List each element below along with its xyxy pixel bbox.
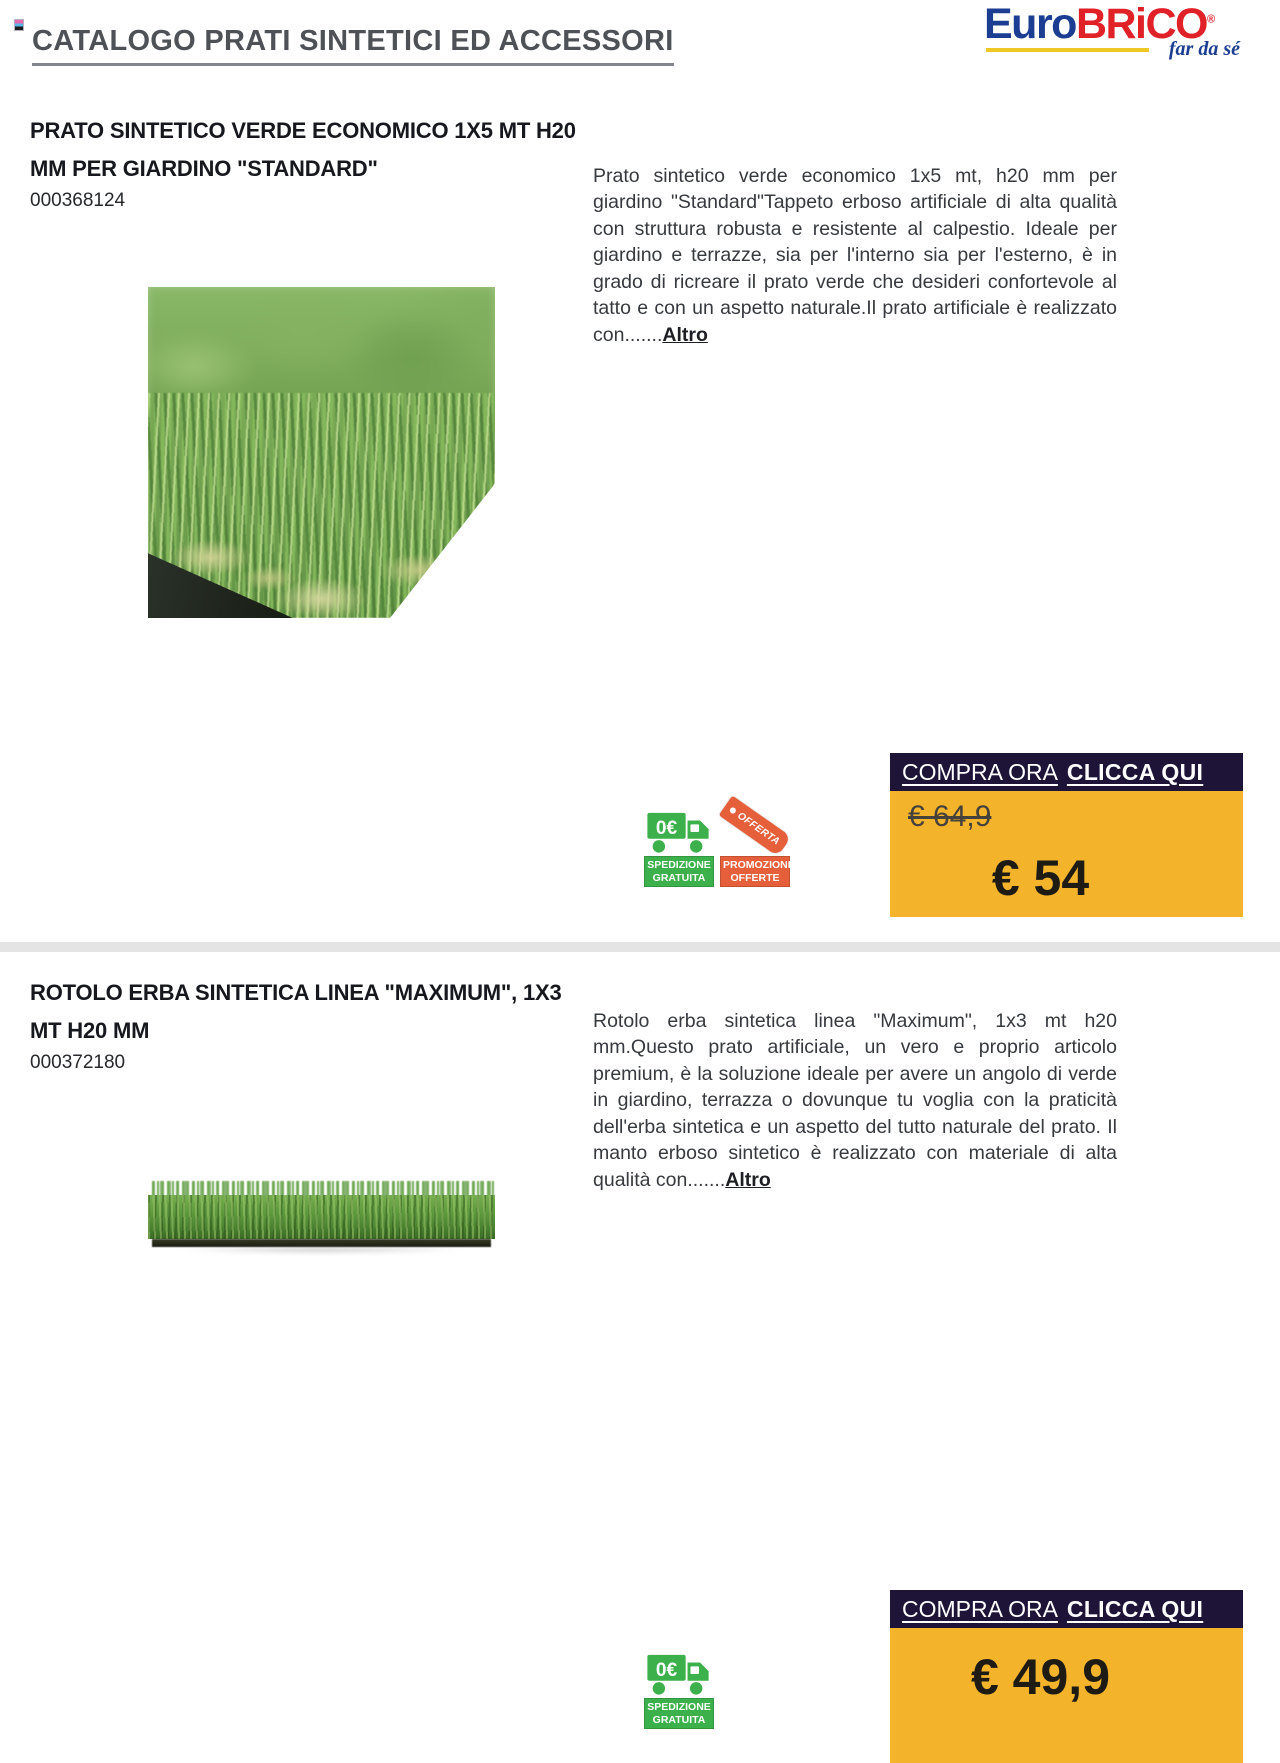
truck-icon-label: 0€ [655,817,678,839]
buy-box [890,1590,1243,1763]
badge-line: SPEDIZIONE [647,1701,711,1713]
broken-image-icon [14,19,24,31]
buy-now-button[interactable] [890,1590,1243,1628]
old-price: € 64,9 [908,800,992,833]
free-shipping-badge [644,1698,714,1729]
badge-line: GRATUITA [652,871,706,884]
turf-base-layer [152,1239,491,1247]
product-title: ROTOLO ERBA SINTETICA LINEA "MAXIMUM", 1X3 MT H20 MM [30,980,562,1043]
click-here-label[interactable]: CLICCA QUI [1066,758,1204,785]
free-shipping-badge [644,856,714,887]
click-here-label[interactable]: CLICCA QUI [1066,1595,1204,1622]
more-link[interactable]: Altro [662,323,708,346]
badge-line: OFFERTE [730,871,780,884]
eurobrico-logo[interactable] [984,2,1242,62]
current-price: € 54 [991,850,1090,906]
tag-text: OFFERTA [735,810,782,848]
product-code: 000368124 [30,190,126,211]
logo-brico: BRiCO [1075,0,1208,48]
product-image-turf-roll[interactable] [148,1095,495,1258]
buy-now-label[interactable]: COMPRA ORA [902,758,1058,785]
buy-now-label[interactable]: COMPRA ORA [902,1595,1058,1622]
badge-line: GRATUITA [652,1713,706,1726]
product-title: PRATO SINTETICO VERDE ECONOMICO 1X5 MT H20 MM PER GIARDINO "STANDARD" [30,118,576,181]
logo-underline [986,48,1149,52]
price-panel [890,791,1243,917]
offer-tag-icon [716,799,794,853]
product-description [593,163,1117,349]
product-description [593,1008,1117,1194]
promotions-badge [720,856,790,887]
logo-euro: Euro [984,0,1076,48]
registered-mark: ® [1207,13,1214,26]
current-price: € 49,9 [970,1649,1110,1705]
price-panel [890,1628,1243,1763]
page-title: CATALOGO PRATI SINTETICI ED ACCESSORI [32,25,674,66]
badge-line: PROMOZIONI [723,859,791,871]
truck-icon-label: 0€ [655,1659,678,1681]
buy-now-button[interactable] [890,753,1243,791]
turf-shadow-layer [158,1248,485,1256]
tag-hole [729,806,737,814]
section-divider [0,942,1280,952]
turf-body-layer [148,1195,495,1239]
more-link[interactable]: Altro [725,1168,771,1191]
product-image-grass-closeup[interactable] [148,287,495,618]
logo-tagline: far da sé [1168,38,1240,60]
description-text: Prato sintetico verde economico 1x5 mt, h20 mm per giardino "Standard"Tappeto erboso artificiale di alta qualità con struttura robusta e resistente al calpestio. Ideale per giardino e terrazze, sia per l'interno sia per l'esterno, è in grado di ricreare il prato verde che desideri confortevole al tatto e con un aspetto naturale.Il prato artificiale è realizzato con....... [593,164,1117,346]
product-code: 000372180 [30,1052,126,1073]
buy-box [890,753,1243,917]
badge-line: SPEDIZIONE [647,859,711,871]
free-shipping-truck-icon [646,810,710,854]
description-text: Rotolo erba sintetica linea "Maximum", 1x3 mt h20 mm.Questo prato artificiale, un vero e proprio articolo premium, è la soluzione ideale per avere un angolo di verde in giardino, terrazza o dovunque tu voglia con la praticità dell'erba sintetica e un aspetto del tutto naturale del prato. Il manto erboso sintetico è realizzato con materiale di alta qualità con....... [593,1009,1117,1191]
free-shipping-truck-icon [646,1652,710,1696]
